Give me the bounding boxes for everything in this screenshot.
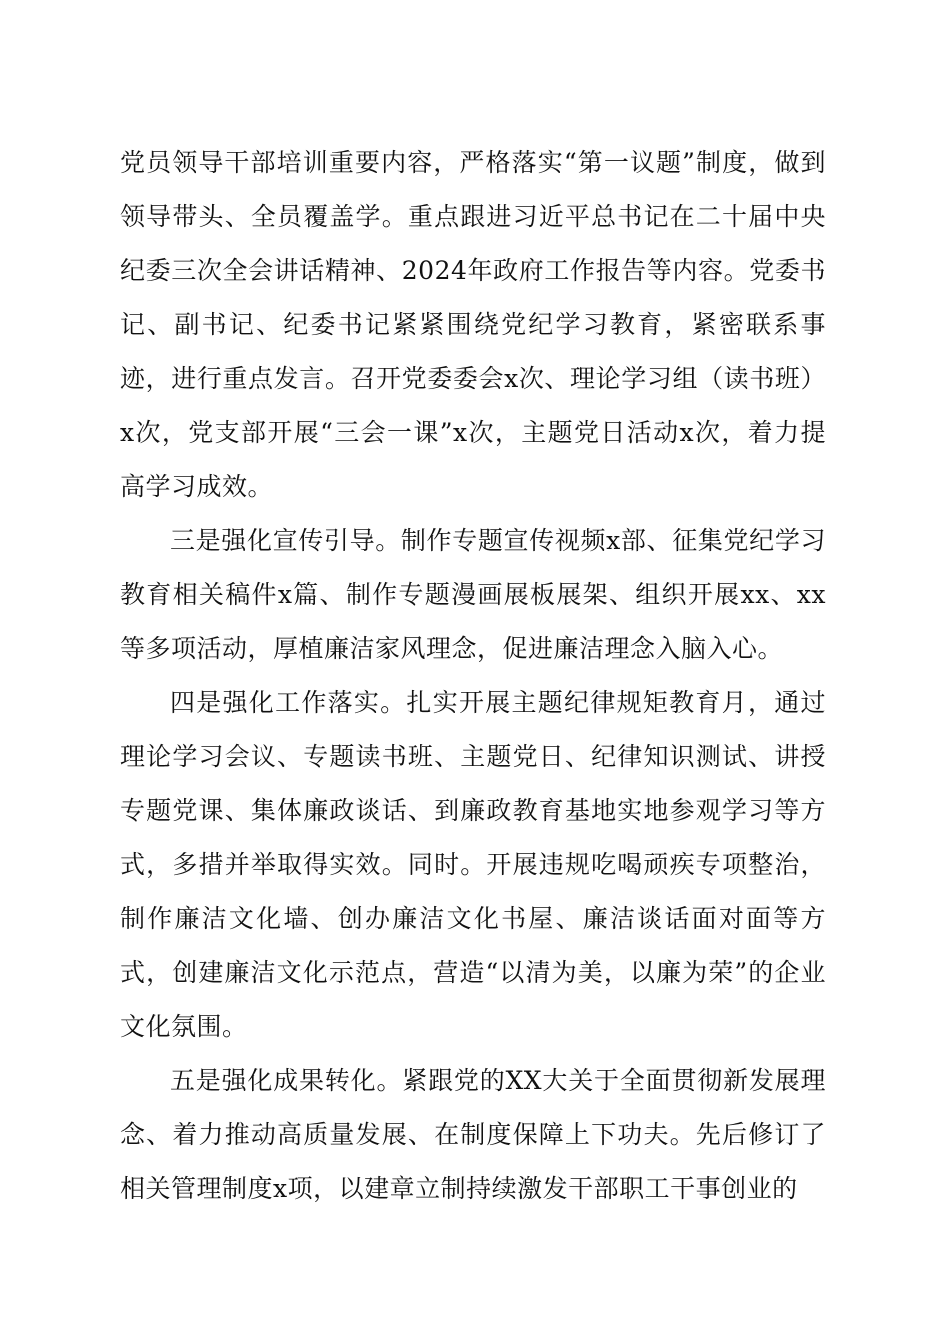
paragraph-results-transformation: 五是强化成果转化。紧跟党的XX大关于全面贯彻新发展理念、着力推动高质量发展、在制度保障上下功夫。先后修订了相关管理制度x项，以建章立制持续激发干部职工干事创业的 — [120, 1066, 826, 1203]
document-body — [120, 136, 826, 1216]
paragraph-continued-study: 党员领导干部培训重要内容，严格落实“第一议题”制度，做到领导带头、全员覆盖学。重点跟进习近平总书记在二十届中央纪委三次全会讲话精神、2024年政府工作报告等内容。党委书记、副书记、纪委书记紧紧围绕党纪学习教育，紧密联系事迹，进行重点发言。召开党委委会x次、理论学习组（读书班）x次，党支部开展“三会一课”x次，主题党日活动x次，着力提高学习成效。 — [120, 148, 826, 501]
paragraph-work-implementation: 四是强化工作落实。扎实开展主题纪律规矩教育月，通过理论学习会议、专题读书班、主题党日、纪律知识测试、讲授专题党课、集体廉政谈话、到廉政教育基地实地参观学习等方式，多措并举取得实效。同时。开展违规吃喝顽疾专项整治，制作廉洁文化墙、创办廉洁文化书屋、廉洁谈话面对面等方式，创建廉洁文化示范点，营造“以清为美，以廉为荣”的企业文化氛围。 — [120, 688, 826, 1041]
paragraph-publicity-guidance: 三是强化宣传引导。制作专题宣传视频x部、征集党纪学习教育相关稿件x篇、制作专题漫画展板展架、组织开展xx、xx等多项活动，厚植廉洁家风理念，促进廉洁理念入脑入心。 — [120, 526, 826, 663]
